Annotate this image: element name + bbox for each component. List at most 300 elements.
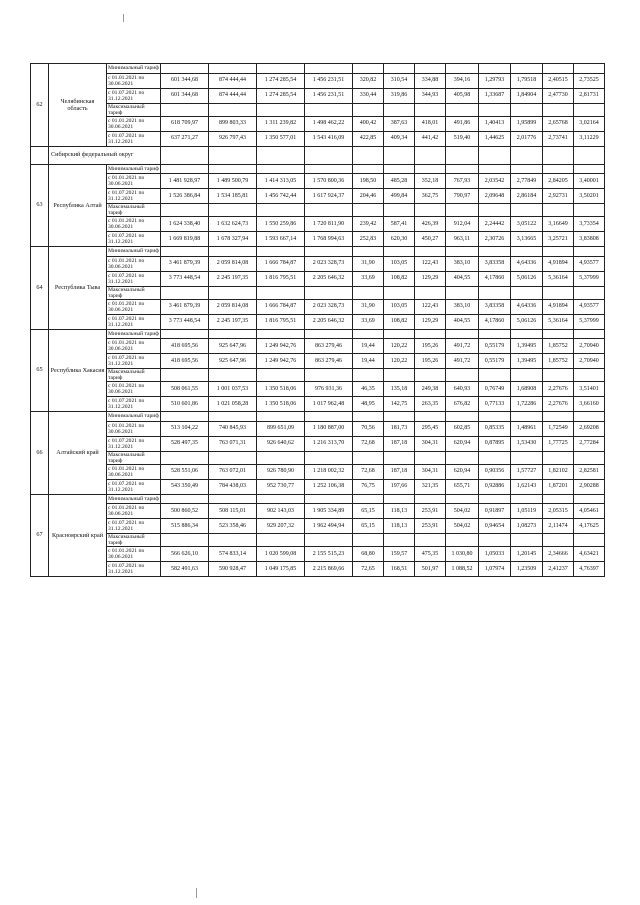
tariff-value-cell: 3,50201: [574, 189, 605, 204]
empty-cell: [543, 146, 574, 164]
tariff-row: [31, 354, 605, 369]
tariff-value-cell: 5,36164: [543, 271, 574, 286]
tariff-type-label: Минимальный тариф: [108, 495, 159, 502]
tariff-value-cell: 874 444,44: [209, 73, 257, 88]
tariff-value-cell: 1 534 185,81: [209, 189, 257, 204]
empty-cell: [543, 369, 574, 382]
tariff-value-cell: 3,51401: [574, 382, 605, 397]
tariff-value-cell: 142,75: [384, 397, 415, 412]
tariff-value-cell: 310,54: [384, 73, 415, 88]
tariff-type-label: Максимальный тариф: [107, 286, 161, 299]
period-label: с 01.07.2021 по 31.12.2021: [107, 189, 161, 204]
tariff-value-cell: 1 678 327,94: [209, 232, 257, 247]
tariff-value-cell: 120,22: [384, 354, 415, 369]
empty-cell: [415, 451, 446, 464]
empty-cell: [161, 329, 209, 339]
tariff-value-cell: 2 059 814,08: [209, 299, 257, 314]
tariff-value-cell: 1 350 518,06: [257, 397, 305, 412]
empty-cell: [353, 204, 384, 217]
empty-cell: [209, 369, 257, 382]
tariff-value-cell: 1 666 784,87: [257, 299, 305, 314]
empty-cell: [511, 103, 543, 116]
tariff-value-cell: 1,33687: [479, 88, 511, 103]
tariff-value-cell: 187,18: [384, 436, 415, 451]
empty-cell: [353, 451, 384, 464]
tariff-value-cell: 3,05122: [511, 217, 543, 232]
empty-cell: [479, 247, 511, 257]
empty-cell: [305, 451, 353, 464]
empty-cell: [209, 494, 257, 504]
tariff-value-cell: 500 860,52: [161, 504, 209, 519]
tariff-value-cell: 1 526 386,84: [161, 189, 209, 204]
empty-cell: [479, 64, 511, 74]
tariff-value-cell: 2 155 515,23: [305, 547, 353, 562]
tariff-value-cell: 784 438,03: [209, 479, 257, 494]
tariff-value-cell: 1 498 462,22: [305, 116, 353, 131]
empty-cell: [209, 247, 257, 257]
empty-cell: [543, 451, 574, 464]
tariff-value-cell: 491,72: [446, 354, 479, 369]
tariff-value-cell: 1 274 285,54: [257, 73, 305, 88]
tariff-value-cell: 912,04: [446, 217, 479, 232]
tariff-value-cell: 1 632 624,73: [209, 217, 257, 232]
tariff-value-cell: 5,36164: [543, 314, 574, 329]
tariff-value-cell: 103,05: [384, 299, 415, 314]
tariff-row: [31, 547, 605, 562]
tariff-value-cell: 926 797,43: [209, 131, 257, 146]
period-label: с 01.01.2021 по 30.06.2021: [107, 174, 161, 189]
tariff-value-cell: 1,48961: [511, 421, 543, 436]
tariff-value-cell: 3 461 879,39: [161, 299, 209, 314]
tariff-value-cell: 197,66: [384, 479, 415, 494]
empty-cell: [446, 369, 479, 382]
empty-cell: [415, 534, 446, 547]
empty-cell: [446, 64, 479, 74]
empty-cell: [384, 286, 415, 299]
region-code: 64: [31, 247, 49, 330]
tariff-type-label: Максимальный тариф: [107, 534, 161, 547]
tariff-value-cell: 33,69: [353, 314, 384, 329]
tariff-header-row: [31, 534, 605, 547]
tariff-value-cell: 0,55179: [479, 339, 511, 354]
empty-cell: [415, 146, 446, 164]
tariff-value-cell: 740 845,93: [209, 421, 257, 436]
region-code: 63: [31, 164, 49, 247]
tariff-value-cell: 5,06126: [511, 314, 543, 329]
empty-cell: [511, 451, 543, 464]
tariff-value-cell: 926 780,90: [257, 464, 305, 479]
tariff-value-cell: 1 001 037,53: [209, 382, 257, 397]
tariff-value-cell: 4,93577: [574, 256, 605, 271]
empty-cell: [479, 412, 511, 422]
empty-cell: [305, 164, 353, 174]
tariff-value-cell: 2,84205: [543, 174, 574, 189]
tariff-value-cell: 239,42: [353, 217, 384, 232]
district-name: Сибирский федеральный округ: [49, 146, 161, 164]
tariff-value-cell: 263,35: [415, 397, 446, 412]
tariff-value-cell: 418,01: [415, 116, 446, 131]
tariff-value-cell: 195,26: [415, 339, 446, 354]
tariff-value-cell: 4,76397: [574, 562, 605, 577]
empty-cell: [209, 412, 257, 422]
empty-cell: [479, 164, 511, 174]
tariff-value-cell: 2 023 328,73: [305, 256, 353, 271]
tariff-value-cell: 344,93: [415, 88, 446, 103]
empty-cell: [257, 329, 305, 339]
empty-cell: [353, 164, 384, 174]
region-code: 67: [31, 494, 49, 577]
period-label: с 01.07.2021 по 31.12.2021: [107, 354, 161, 369]
tariff-value-cell: 519,40: [446, 131, 479, 146]
tariff-value-cell: 1 624 338,40: [161, 217, 209, 232]
tariff-value-cell: 31,90: [353, 299, 384, 314]
tariff-value-cell: 1 088,52: [446, 562, 479, 577]
empty-cell: [257, 286, 305, 299]
tariff-value-cell: 2,90288: [574, 479, 605, 494]
tariff-value-cell: 321,35: [415, 479, 446, 494]
tariff-value-cell: 1 049 175,85: [257, 562, 305, 577]
tariff-value-cell: 1 456 231,51: [305, 88, 353, 103]
empty-cell: [574, 103, 605, 116]
tariff-value-cell: 108,82: [384, 314, 415, 329]
empty-cell: [415, 164, 446, 174]
tariff-value-cell: 4,64336: [511, 256, 543, 271]
tariff-value-cell: 504,02: [446, 504, 479, 519]
tariff-value-cell: 0,55179: [479, 354, 511, 369]
empty-cell: [305, 103, 353, 116]
tariff-value-cell: 2 245 197,35: [209, 314, 257, 329]
tariff-value-cell: 2,30726: [479, 232, 511, 247]
tariff-value-cell: 3 461 879,39: [161, 256, 209, 271]
tariff-type-label: Минимальный тариф: [108, 248, 159, 255]
tariff-value-cell: 1,77725: [543, 436, 574, 451]
tariff-type-label: Минимальный тариф: [108, 165, 159, 172]
tariff-value-cell: 1,85752: [543, 354, 574, 369]
tariff-value-cell: 122,43: [415, 256, 446, 271]
tariff-value-cell: 485,28: [384, 174, 415, 189]
tariff-value-cell: 2,82581: [574, 464, 605, 479]
tariff-value-cell: 1 543 416,09: [305, 131, 353, 146]
period-label: с 01.07.2021 по 31.12.2021: [107, 88, 161, 103]
table-body: [31, 64, 605, 577]
tariff-value-cell: 352,18: [415, 174, 446, 189]
empty-cell: [446, 247, 479, 257]
period-label: с 01.01.2021 по 30.06.2021: [107, 421, 161, 436]
tariff-value-cell: 2,92731: [543, 189, 574, 204]
empty-cell: [161, 247, 209, 257]
tariff-value-cell: 1 020 599,08: [257, 547, 305, 562]
tariff-value-cell: 118,13: [384, 519, 415, 534]
tariff-value-cell: 5,06126: [511, 271, 543, 286]
tariff-value-cell: 72,65: [353, 562, 384, 577]
tariff-value-cell: 1,62143: [511, 479, 543, 494]
tariff-value-cell: 2,47730: [543, 88, 574, 103]
region-code: 66: [31, 412, 49, 495]
tariff-value-cell: 767,93: [446, 174, 479, 189]
tariff-value-cell: 1 021 058,28: [209, 397, 257, 412]
tariff-value-cell: 0,91897: [479, 504, 511, 519]
tariff-value-cell: 2,73741: [543, 131, 574, 146]
empty-cell: [574, 451, 605, 464]
region-name: Челябинская область: [49, 64, 107, 147]
empty-cell: [161, 64, 209, 74]
tariff-value-cell: 2,01776: [511, 131, 543, 146]
empty-cell: [415, 64, 446, 74]
tariff-value-cell: 2,24442: [479, 217, 511, 232]
tariff-value-cell: 1,05033: [479, 547, 511, 562]
empty-cell: [161, 412, 209, 422]
empty-cell: [384, 64, 415, 74]
tariff-value-cell: 574 833,14: [209, 547, 257, 562]
empty-cell: [257, 369, 305, 382]
tariff-value-cell: 1 274 285,54: [257, 88, 305, 103]
empty-cell: [305, 286, 353, 299]
empty-cell: [161, 451, 209, 464]
empty-cell: [446, 534, 479, 547]
tariff-value-cell: 1 252 106,38: [305, 479, 353, 494]
period-label: с 01.07.2021 по 31.12.2021: [107, 436, 161, 451]
tariff-value-cell: 31,90: [353, 256, 384, 271]
tariff-value-cell: 620,94: [446, 436, 479, 451]
tariff-value-cell: 925 647,96: [209, 354, 257, 369]
tariff-value-cell: 618 709,97: [161, 116, 209, 131]
tariff-value-cell: 426,39: [415, 217, 446, 232]
empty-cell: [574, 412, 605, 422]
tariff-value-cell: 129,29: [415, 271, 446, 286]
empty-cell: [353, 494, 384, 504]
tariff-value-cell: 1,20145: [511, 547, 543, 562]
tariff-value-cell: 543 350,49: [161, 479, 209, 494]
empty-cell: [511, 164, 543, 174]
empty-cell: [305, 64, 353, 74]
tariff-type-label: Максимальный тариф: [107, 204, 161, 217]
tariff-value-cell: 3,11229: [574, 131, 605, 146]
tariff-value-cell: 1,39495: [511, 339, 543, 354]
empty-cell: [415, 286, 446, 299]
period-label: с 01.01.2021 по 30.06.2021: [107, 256, 161, 271]
tariff-value-cell: 1,23509: [511, 562, 543, 577]
tariff-value-cell: 2 215 869,66: [305, 562, 353, 577]
tariff-header-row: [31, 103, 605, 116]
empty-cell: [353, 247, 384, 257]
empty-cell: [574, 164, 605, 174]
tariff-header-row: [31, 494, 605, 504]
tariff-value-cell: 2,05315: [543, 504, 574, 519]
empty-cell: [415, 412, 446, 422]
period-label: с 01.07.2021 по 31.12.2021: [107, 131, 161, 146]
tariff-value-cell: 304,31: [415, 464, 446, 479]
tariff-row: [31, 299, 605, 314]
empty-cell: [257, 103, 305, 116]
tariff-value-cell: 72,68: [353, 436, 384, 451]
tariff-value-cell: 46,35: [353, 382, 384, 397]
tariff-value-cell: 4,93577: [574, 299, 605, 314]
empty-cell: [543, 164, 574, 174]
empty-cell: [384, 369, 415, 382]
empty-cell: [353, 329, 384, 339]
tariff-header-row: [31, 247, 605, 257]
tariff-value-cell: 168,51: [384, 562, 415, 577]
district-row: [31, 146, 605, 164]
tariff-value-cell: 763 072,01: [209, 464, 257, 479]
empty-cell: [446, 204, 479, 217]
period-label: с 01.07.2021 по 31.12.2021: [107, 519, 161, 534]
empty-cell: [161, 146, 209, 164]
tariff-value-cell: 1 030,80: [446, 547, 479, 562]
empty-cell: [384, 247, 415, 257]
tariff-value-cell: 601 344,68: [161, 73, 209, 88]
tariff-value-cell: 1 617 924,37: [305, 189, 353, 204]
tariff-value-cell: 1 350 518,06: [257, 382, 305, 397]
tariff-value-cell: 1 768 994,63: [305, 232, 353, 247]
empty-cell: [353, 369, 384, 382]
tariff-row: [31, 436, 605, 451]
empty-cell: [384, 451, 415, 464]
tariff-value-cell: 1 218 002,32: [305, 464, 353, 479]
tariff-value-cell: 1,57727: [511, 464, 543, 479]
tariff-value-cell: 1 311 239,82: [257, 116, 305, 131]
region-name: Алтайский край: [49, 412, 107, 495]
tariff-header-row: [31, 369, 605, 382]
tariff-value-cell: 1,95899: [511, 116, 543, 131]
region-name: Республика Тыва: [49, 247, 107, 330]
tariff-value-cell: 620,94: [446, 464, 479, 479]
tariff-value-cell: 1 669 819,88: [161, 232, 209, 247]
empty-cell: [305, 146, 353, 164]
empty-cell: [257, 247, 305, 257]
tariff-value-cell: 450,27: [415, 232, 446, 247]
empty-cell: [384, 412, 415, 422]
tariff-value-cell: 19,44: [353, 339, 384, 354]
tariff-type-label: Максимальный тариф: [107, 369, 161, 382]
empty-cell: [446, 494, 479, 504]
tariff-value-cell: 3,16649: [543, 217, 574, 232]
tariff-row: [31, 464, 605, 479]
tariff-value-cell: 1 456 231,51: [305, 73, 353, 88]
empty-cell: [209, 451, 257, 464]
tariff-value-cell: 3,13665: [511, 232, 543, 247]
tariff-header-row: [31, 204, 605, 217]
empty-cell: [161, 286, 209, 299]
tariff-row: [31, 116, 605, 131]
empty-cell: [384, 329, 415, 339]
empty-cell: [209, 164, 257, 174]
tariff-type-label: Минимальный тариф: [108, 65, 159, 72]
empty-cell: [305, 534, 353, 547]
tariff-value-cell: 508 115,01: [209, 504, 257, 519]
tariff-value-cell: 4,64336: [511, 299, 543, 314]
tariff-value-cell: 902 143,03: [257, 504, 305, 519]
tariff-value-cell: 976 931,36: [305, 382, 353, 397]
empty-cell: [161, 534, 209, 547]
tariff-value-cell: 602,85: [446, 421, 479, 436]
tariff-value-cell: 253,91: [415, 504, 446, 519]
period-label: с 01.07.2021 по 31.12.2021: [107, 562, 161, 577]
tariff-value-cell: 418 695,56: [161, 339, 209, 354]
tariff-value-cell: 863 279,46: [305, 354, 353, 369]
tariff-value-cell: 2 023 328,73: [305, 299, 353, 314]
empty-cell: [543, 204, 574, 217]
tariff-value-cell: 2,86184: [511, 189, 543, 204]
tariff-value-cell: 330,44: [353, 88, 384, 103]
tariff-value-cell: 135,18: [384, 382, 415, 397]
tariff-value-cell: 1 350 577,01: [257, 131, 305, 146]
tariff-value-cell: 2,77284: [574, 436, 605, 451]
tariff-value-cell: 120,22: [384, 339, 415, 354]
tariff-value-cell: 2,81731: [574, 88, 605, 103]
tariff-row: [31, 88, 605, 103]
tariff-value-cell: 2,03542: [479, 174, 511, 189]
tariff-value-cell: 1,72286: [511, 397, 543, 412]
tariff-value-cell: 1 456 742,44: [257, 189, 305, 204]
empty-cell: [209, 534, 257, 547]
tariff-value-cell: 2,73525: [574, 73, 605, 88]
tariff-value-cell: 4,17860: [479, 271, 511, 286]
tariff-value-cell: 1,68908: [511, 382, 543, 397]
empty-cell: [415, 329, 446, 339]
tariff-value-cell: 181,73: [384, 421, 415, 436]
tariff-value-cell: 2,69208: [574, 421, 605, 436]
tariff-value-cell: 640,93: [446, 382, 479, 397]
tariff-value-cell: 159,57: [384, 547, 415, 562]
tariff-value-cell: 65,15: [353, 519, 384, 534]
tariff-value-cell: 405,98: [446, 88, 479, 103]
empty-cell: [415, 494, 446, 504]
region-name: Республика Алтай: [49, 164, 107, 247]
tariff-row: [31, 314, 605, 329]
empty-cell: [511, 64, 543, 74]
period-label: с 01.07.2021 по 31.12.2021: [107, 397, 161, 412]
period-label: с 01.01.2021 по 30.06.2021: [107, 504, 161, 519]
empty-cell: [257, 534, 305, 547]
tariff-row: [31, 504, 605, 519]
tariff-row: [31, 271, 605, 286]
empty-cell: [446, 329, 479, 339]
region-code: 65: [31, 329, 49, 412]
empty-cell: [511, 204, 543, 217]
tariff-value-cell: 874 444,44: [209, 88, 257, 103]
tariff-value-cell: 118,13: [384, 504, 415, 519]
empty-cell: [479, 451, 511, 464]
tariff-value-cell: 70,56: [353, 421, 384, 436]
tariff-value-cell: 404,55: [446, 271, 479, 286]
tariff-value-cell: 3,25721: [543, 232, 574, 247]
tariff-value-cell: 790,97: [446, 189, 479, 204]
tariff-value-cell: 1 720 811,90: [305, 217, 353, 232]
tariff-value-cell: 383,10: [446, 256, 479, 271]
tariff-value-cell: 422,85: [353, 131, 384, 146]
empty-cell: [479, 369, 511, 382]
empty-cell: [161, 103, 209, 116]
tariff-value-cell: 676,82: [446, 397, 479, 412]
tariff-row: [31, 189, 605, 204]
empty-cell: [543, 494, 574, 504]
empty-cell: [353, 286, 384, 299]
empty-cell: [209, 146, 257, 164]
tariff-value-cell: 1,79518: [511, 73, 543, 88]
region-code: 62: [31, 64, 49, 147]
tariff-value-cell: 925 647,96: [209, 339, 257, 354]
tariff-value-cell: 2,27676: [543, 397, 574, 412]
tariff-table: [30, 63, 605, 577]
tariff-value-cell: 510 601,86: [161, 397, 209, 412]
tariff-value-cell: 1,05119: [511, 504, 543, 519]
tariff-value-cell: 4,17625: [574, 519, 605, 534]
empty-cell: [161, 494, 209, 504]
tariff-value-cell: 1,39495: [511, 354, 543, 369]
tariff-value-cell: 515 886,34: [161, 519, 209, 534]
tariff-value-cell: 334,88: [415, 73, 446, 88]
